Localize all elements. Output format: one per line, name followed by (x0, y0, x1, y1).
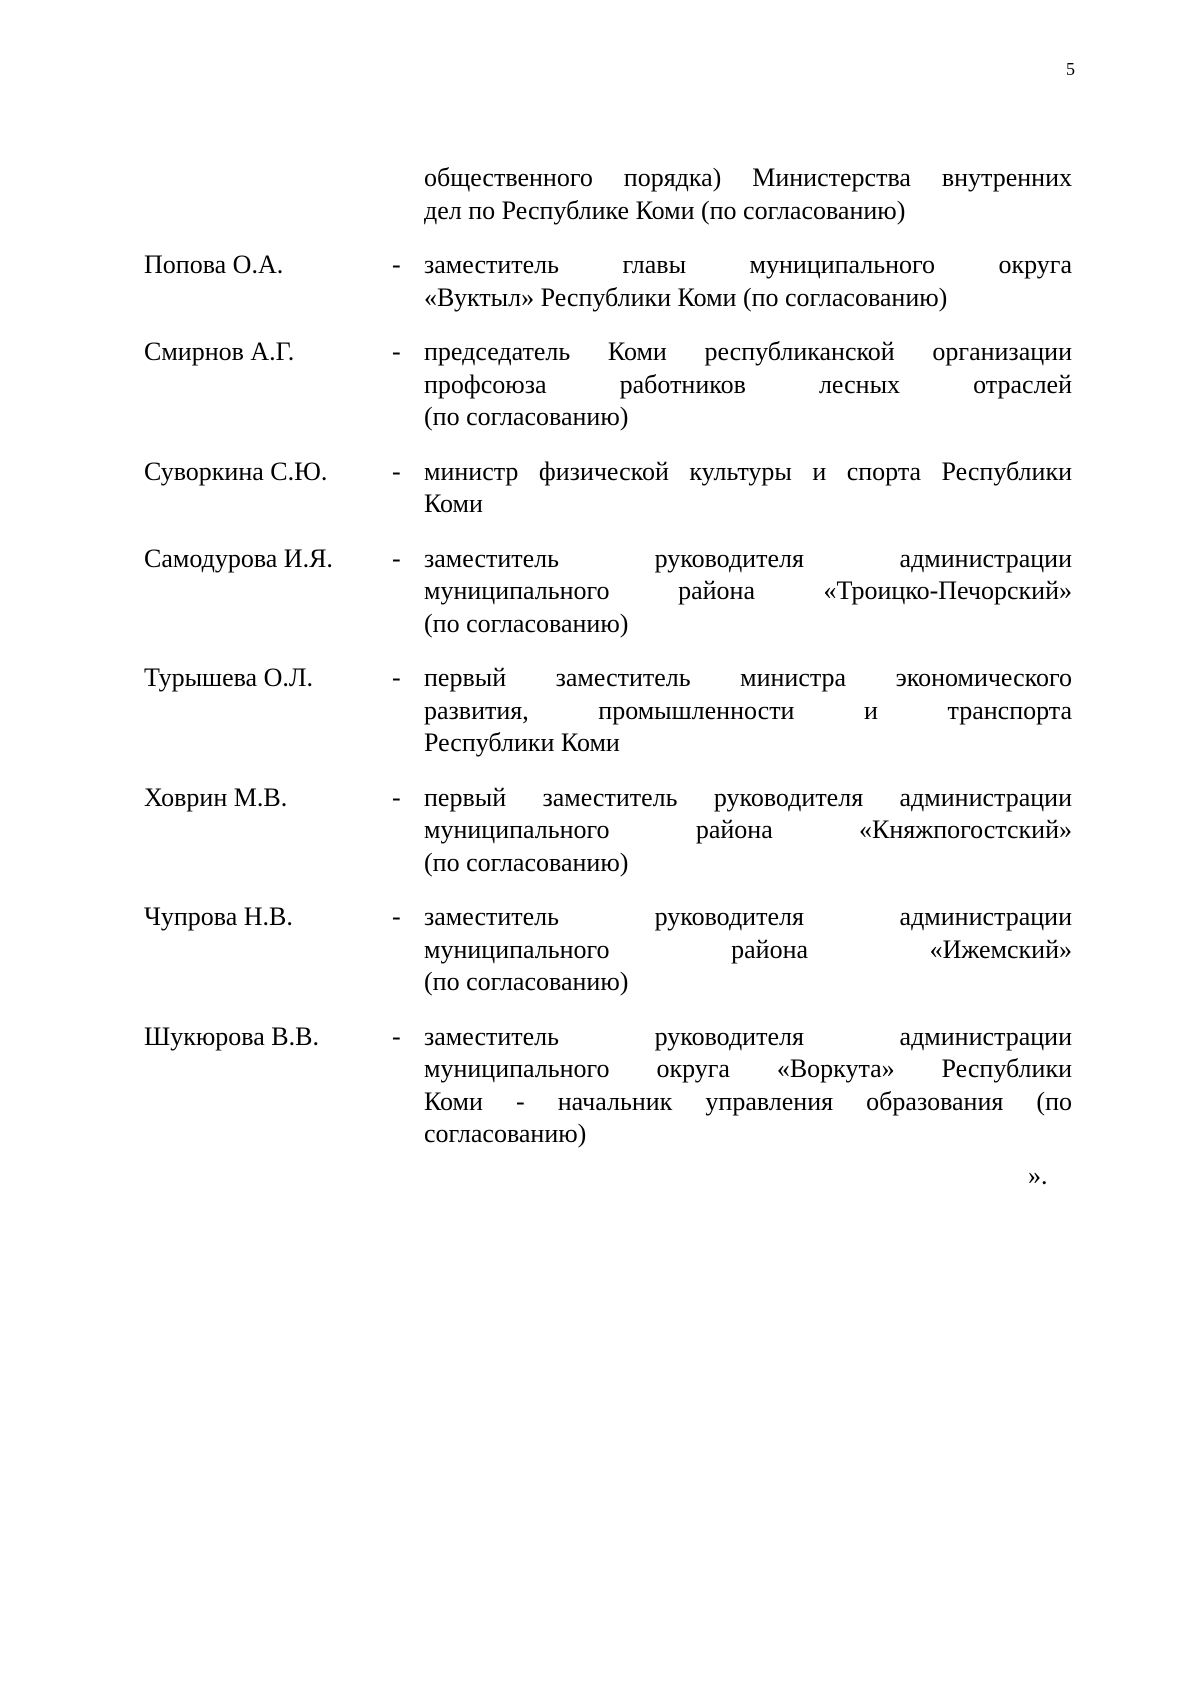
description-line: первый заместитель руководителя администрации (424, 782, 1072, 812)
description-line: Коми - начальник управления образования (по (424, 1086, 1072, 1116)
description-line: заместитель руководителя администрации (424, 1021, 1072, 1051)
entry-description (424, 782, 1072, 880)
member-entry-khovrin (144, 782, 1072, 880)
description-line: муниципального округа «Воркута» Республики (424, 1054, 1072, 1083)
entry-dash: - (392, 543, 401, 573)
entry-name: Шукюрова В.В. (144, 1021, 319, 1051)
member-entry-popova (144, 249, 1072, 314)
description-line: дел по Республике Коми (по согласованию) (424, 195, 906, 225)
description-line: (по согласованию) (424, 402, 629, 431)
closing-quote-mark: ». (1028, 1161, 1048, 1190)
entry-description (424, 1021, 1072, 1151)
description-line: первый заместитель министра экономического (424, 663, 1072, 692)
member-entry-shukyurova (144, 1021, 1072, 1151)
description-line: Коми (424, 489, 483, 518)
member-entry-smirnov (144, 336, 1072, 434)
entry-dash: - (392, 782, 401, 812)
entry-name: Суворкина С.Ю. (144, 456, 328, 486)
entry-name: Самодурова И.Я. (144, 543, 333, 573)
entry-dash: - (392, 250, 401, 279)
description-line: (по согласованию) (424, 608, 629, 638)
entry-dash: - (392, 1021, 401, 1051)
continuation-entry (144, 162, 1072, 227)
description-line: муниципального района «Ижемский» (424, 934, 1072, 964)
entry-name: Чупрова Н.В. (144, 902, 293, 931)
description-line: Республики Коми (424, 728, 620, 757)
entry-name: Ховрин М.В. (144, 782, 288, 812)
entry-description (424, 662, 1072, 760)
member-entry-trysheva (144, 662, 1072, 760)
description-line: «Вуктыл» Республики Коми (по согласованию) (424, 282, 948, 312)
description-line: министр физической культуры и спорта Республики (424, 456, 1072, 486)
entry-name: Попова О.А. (144, 250, 284, 279)
description-line: председатель Коми республиканской организации (424, 337, 1072, 366)
description-line: профсоюза работников лесных отраслей (424, 369, 1072, 399)
entry-description (424, 336, 1072, 434)
description-line: общественного порядка) Министерства внутренних (424, 163, 1072, 192)
description-line: заместитель руководителя администрации (424, 543, 1072, 573)
description-line: муниципального района «Троицко-Печорский» (424, 576, 1072, 605)
entry-description (424, 543, 1072, 641)
description-line: заместитель руководителя администрации (424, 902, 1072, 931)
entry-description (424, 162, 1072, 227)
description-line: (по согласованию) (424, 967, 629, 996)
entry-description (424, 901, 1072, 999)
description-line: (по согласованию) (424, 847, 629, 877)
entry-name: Смирнов А.Г. (144, 337, 295, 366)
member-entry-suvorkina (144, 456, 1072, 521)
member-list (144, 162, 1072, 1173)
entry-name: Турышева О.Л. (144, 663, 313, 692)
member-entry-samodurova (144, 543, 1072, 641)
description-line: заместитель главы муниципального округа (424, 250, 1072, 279)
member-entry-chuprova (144, 901, 1072, 999)
entry-description (424, 456, 1072, 521)
entry-description (424, 249, 1072, 314)
description-line: муниципального района «Княжпогостский» (424, 815, 1072, 844)
page-number: 5 (1066, 59, 1075, 79)
entry-dash: - (392, 456, 401, 486)
description-line: развития, промышленности и транспорта (424, 695, 1072, 725)
entry-dash: - (392, 902, 401, 931)
entry-dash: - (392, 663, 401, 692)
description-line: согласованию) (424, 1119, 587, 1148)
entry-dash: - (392, 337, 401, 366)
